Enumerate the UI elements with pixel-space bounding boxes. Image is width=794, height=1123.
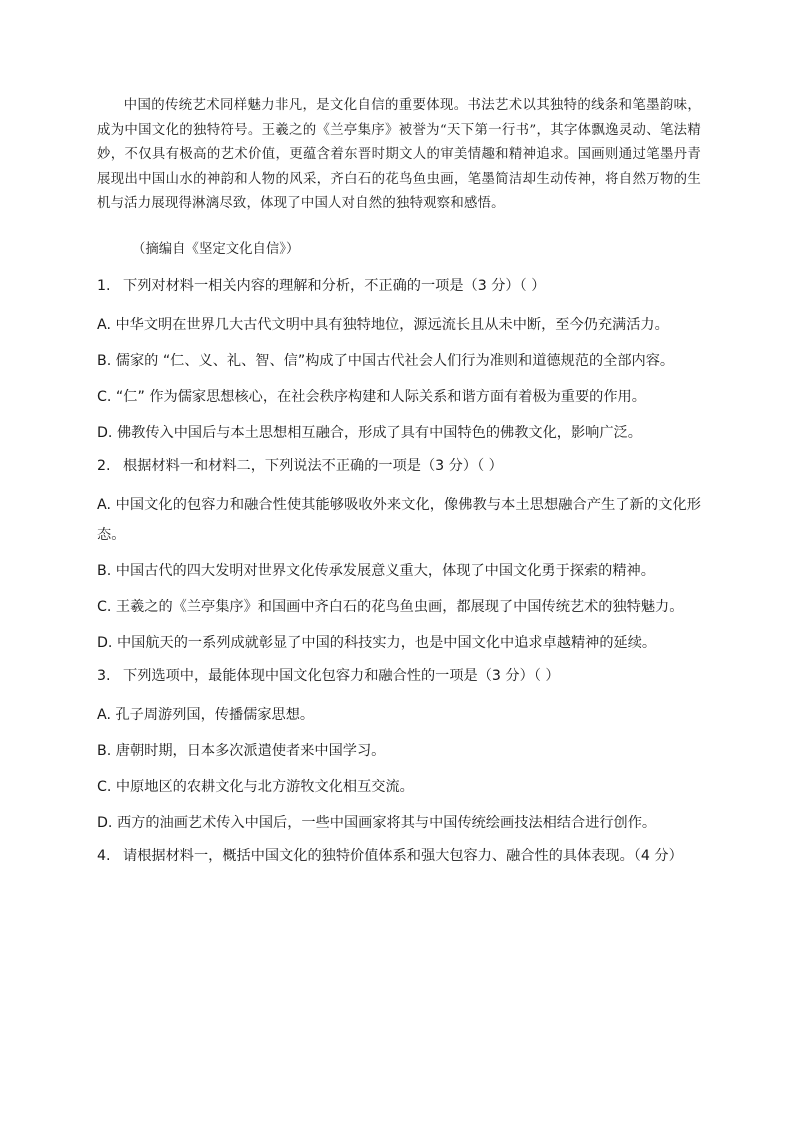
option-a: A. 孔子周游列国，传播儒家思想。 [97, 707, 315, 723]
option-c: C. 王羲之的《兰亭集序》和国画中齐白石的花鸟鱼虫画，都展现了中国传统艺术的独特魅力。 [97, 599, 684, 615]
question-number: 1. [97, 278, 111, 294]
question-number: 2. [97, 458, 111, 474]
question-text: 根据材料一和材料二，下列说法不正确的一项是（3 分）（ ） [123, 458, 503, 474]
option-d: D. 中国航天的一系列成就彰显了中国的科技实力，也是中国文化中追求卓越精神的延续。 [97, 635, 657, 651]
question-stem [97, 274, 701, 298]
option-a: A. 中国文化的包容力和融合性使其能够吸收外来文化，像佛教与本土思想融合产生了新的文化形态。 [97, 497, 701, 543]
option-c: C. 中原地区的农耕文化与北方游牧文化相互交流。 [97, 779, 414, 795]
question-stem [97, 844, 701, 868]
question-4 [97, 844, 701, 868]
option-b: B. 中国古代的四大发明对世界文化传承发展意义重大，体现了中国文化勇于探索的精神。 [97, 563, 655, 579]
question-number: 3. [97, 668, 111, 684]
option-d: D. 佛教传入中国后与本土思想相互融合，形成了具有中国特色的佛教文化，影响广泛。 [97, 425, 642, 441]
question-text: 下列对材料一相关内容的理解和分析，不正确的一项是（3 分）（ ） [123, 278, 546, 294]
question-3 [97, 664, 701, 838]
question-list [97, 274, 701, 880]
option-b: B. 唐朝时期，日本多次派遣使者来中国学习。 [97, 743, 386, 759]
question-stem [97, 454, 701, 478]
question-text: 请根据材料一，概括中国文化的独特价值体系和强大包容力、融合性的具体表现。（4 分） [123, 848, 683, 864]
passage-source: （摘编自《坚定文化自信》） [132, 242, 300, 257]
reading-passage: 中国的传统艺术同样魅力非凡，是文化自信的重要体现。书法艺术以其独特的线条和笔墨韵味，成为中国文化的独特符号。王羲之的《兰亭集序》被誉为“天下第一行书”，其字体飘逸灵动、笔法精妙，不仅具有极高的艺术价值，更蕴含着东晋时期文人的审美情趣和精神追求。国画则通过笔墨丹青展现出中国山水的神韵和人物的风采，齐白石的花鸟鱼虫画，笔墨简洁却生动传神，将自然万物的生机与活力展现得淋漓尽致，体现了中国人对自然的独特观察和感悟。 [97, 98, 701, 212]
option-a: A. 中华文明在世界几大古代文明中具有独特地位，源远流长且从未中断，至今仍充满活力。 [97, 317, 669, 333]
option-d: D. 西方的油画艺术传入中国后，一些中国画家将其与中国传统绘画技法相结合进行创作。 [97, 815, 657, 831]
question-text: 下列选项中，最能体现中国文化包容力和融合性的一项是（3 分）（ ） [123, 668, 560, 684]
question-number: 4. [97, 848, 111, 864]
option-b: B. 儒家的 “仁、义、礼、智、信”构成了中国古代社会人们行为准则和道德规范的全部内容。 [97, 353, 675, 369]
question-2 [97, 454, 701, 658]
question-stem [97, 664, 701, 688]
question-1 [97, 274, 701, 448]
option-c: C. “仁” 作为儒家思想核心，在社会秩序构建和人际关系和谐方面有着极为重要的作用。 [97, 389, 646, 405]
